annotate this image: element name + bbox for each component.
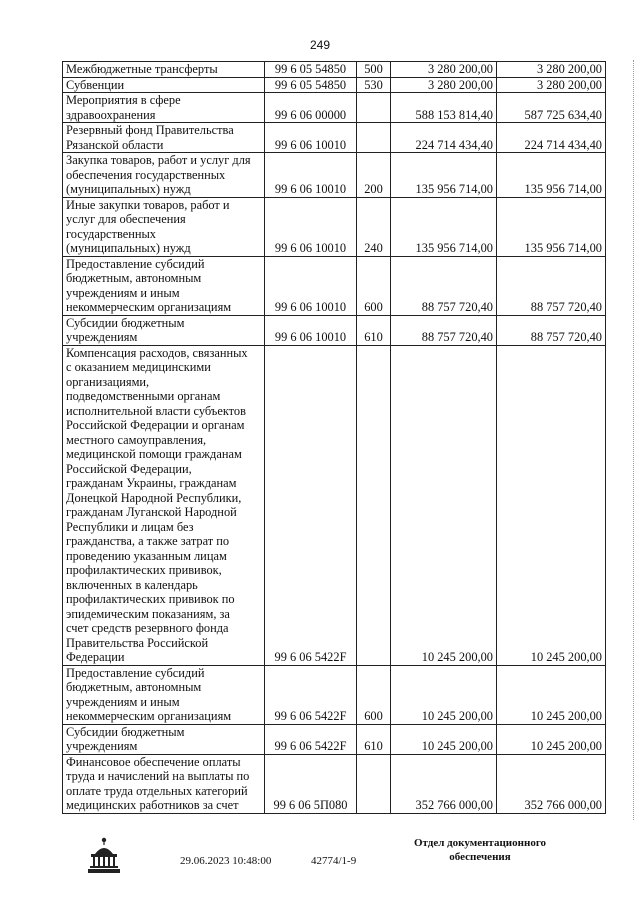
row-vr-cell	[357, 123, 391, 153]
row-name-cell: Финансовое обеспечение оплаты труда и начислений на выплаты по оплате труда отдельных категорий медицинских работников за счет	[63, 754, 265, 813]
page-number: 249	[309, 38, 331, 52]
row-name-cell: Предоставление субсидий бюджетным, автономным учреждениям и иным некоммерческим организациям	[63, 256, 265, 315]
row-amount2-cell: 587 725 634,40	[497, 93, 606, 123]
row-vr-cell: 610	[357, 724, 391, 754]
row-amount1-cell: 88 757 720,40	[391, 256, 497, 315]
row-code-cell: 99 6 06 10010	[265, 197, 357, 256]
row-code-cell: 99 6 06 10010	[265, 123, 357, 153]
row-vr-cell	[357, 93, 391, 123]
row-vr-cell: 530	[357, 77, 391, 93]
row-amount2-cell: 10 245 200,00	[497, 665, 606, 724]
row-amount1-cell: 224 714 434,40	[391, 123, 497, 153]
row-code-cell: 99 6 06 5422F	[265, 345, 357, 665]
table-row	[63, 754, 606, 813]
row-name-cell: Мероприятия в сфере здравоохранения	[63, 93, 265, 123]
row-vr-cell	[357, 754, 391, 813]
budget-table-body	[63, 62, 606, 814]
row-amount1-cell: 135 956 714,00	[391, 197, 497, 256]
table-row	[63, 256, 606, 315]
row-amount1-cell: 10 245 200,00	[391, 345, 497, 665]
row-code-cell: 99 6 05 54850	[265, 77, 357, 93]
row-name-cell: Субвенции	[63, 77, 265, 93]
row-code-cell: 99 6 05 54850	[265, 62, 357, 78]
table-row	[63, 197, 606, 256]
table-row	[63, 315, 606, 345]
row-amount2-cell: 3 280 200,00	[497, 62, 606, 78]
row-code-cell: 99 6 06 00000	[265, 93, 357, 123]
row-code-cell: 99 6 06 10010	[265, 256, 357, 315]
table-row	[63, 153, 606, 198]
row-vr-cell: 600	[357, 665, 391, 724]
row-amount1-cell: 88 757 720,40	[391, 315, 497, 345]
duma-building-icon	[86, 836, 122, 874]
scan-edge-mark	[632, 60, 634, 820]
row-amount1-cell: 352 766 000,00	[391, 754, 497, 813]
row-amount2-cell: 88 757 720,40	[497, 315, 606, 345]
row-amount2-cell: 224 714 434,40	[497, 123, 606, 153]
row-code-cell: 99 6 06 10010	[265, 153, 357, 198]
row-name-cell: Резервный фонд Правительства Рязанской области	[63, 123, 265, 153]
row-code-cell: 99 6 06 5422F	[265, 665, 357, 724]
row-amount2-cell: 3 280 200,00	[497, 77, 606, 93]
row-amount1-cell: 10 245 200,00	[391, 724, 497, 754]
budget-table	[62, 61, 606, 814]
row-name-cell: Субсидии бюджетным учреждениям	[63, 724, 265, 754]
row-vr-cell: 610	[357, 315, 391, 345]
row-amount1-cell: 3 280 200,00	[391, 62, 497, 78]
row-vr-cell: 600	[357, 256, 391, 315]
row-code-cell: 99 6 06 5422F	[265, 724, 357, 754]
row-vr-cell: 500	[357, 62, 391, 78]
table-row	[63, 93, 606, 123]
row-amount2-cell: 10 245 200,00	[497, 345, 606, 665]
row-amount2-cell: 135 956 714,00	[497, 153, 606, 198]
row-name-cell: Закупка товаров, работ и услуг для обеспечения государственных (муниципальных) нужд	[63, 153, 265, 198]
row-code-cell: 99 6 06 10010	[265, 315, 357, 345]
row-amount1-cell: 10 245 200,00	[391, 665, 497, 724]
row-name-cell: Межбюджетные трансферты	[63, 62, 265, 78]
row-name-cell: Компенсация расходов, связанных с оказанием медицинскими организациями, подведомственными органам исполнительной власти субъектов Российской Федерации и органам местного самоуправления, медицинской помощи гражданам Российской Федерации, гражданам Украины, гражданам Донецкой Народной Республики, гражданам Луганской Народной Республики и лицам без гражданства, а также затрат по проведению указанным лицам профилактических прививок, включенных в календарь профилактических прививок по эпидемическим показаниям, за счет средств резервного фонда Правительства Российской Федерации	[63, 345, 265, 665]
row-vr-cell	[357, 345, 391, 665]
row-vr-cell: 240	[357, 197, 391, 256]
table-row	[63, 665, 606, 724]
row-amount2-cell: 135 956 714,00	[497, 197, 606, 256]
footer-department: Отдел документационного обеспечения	[413, 837, 547, 863]
row-vr-cell: 200	[357, 153, 391, 198]
row-name-cell: Иные закупки товаров, работ и услуг для обеспечения государственных (муниципальных) нужд	[63, 197, 265, 256]
row-amount2-cell: 88 757 720,40	[497, 256, 606, 315]
row-amount1-cell: 135 956 714,00	[391, 153, 497, 198]
row-name-cell: Субсидии бюджетным учреждениям	[63, 315, 265, 345]
table-row	[63, 345, 606, 665]
table-row	[63, 724, 606, 754]
footer-doc-code: 42774/1-9	[311, 855, 357, 867]
row-amount1-cell: 3 280 200,00	[391, 77, 497, 93]
row-amount1-cell: 588 153 814,40	[391, 93, 497, 123]
footer-datetime: 29.06.2023 10:48:00	[180, 855, 272, 867]
table-row	[63, 123, 606, 153]
row-code-cell: 99 6 06 5П080	[265, 754, 357, 813]
row-name-cell: Предоставление субсидий бюджетным, автономным учреждениям и иным некоммерческим организациям	[63, 665, 265, 724]
table-row	[63, 77, 606, 93]
row-amount2-cell: 352 766 000,00	[497, 754, 606, 813]
table-row	[63, 62, 606, 78]
row-amount2-cell: 10 245 200,00	[497, 724, 606, 754]
